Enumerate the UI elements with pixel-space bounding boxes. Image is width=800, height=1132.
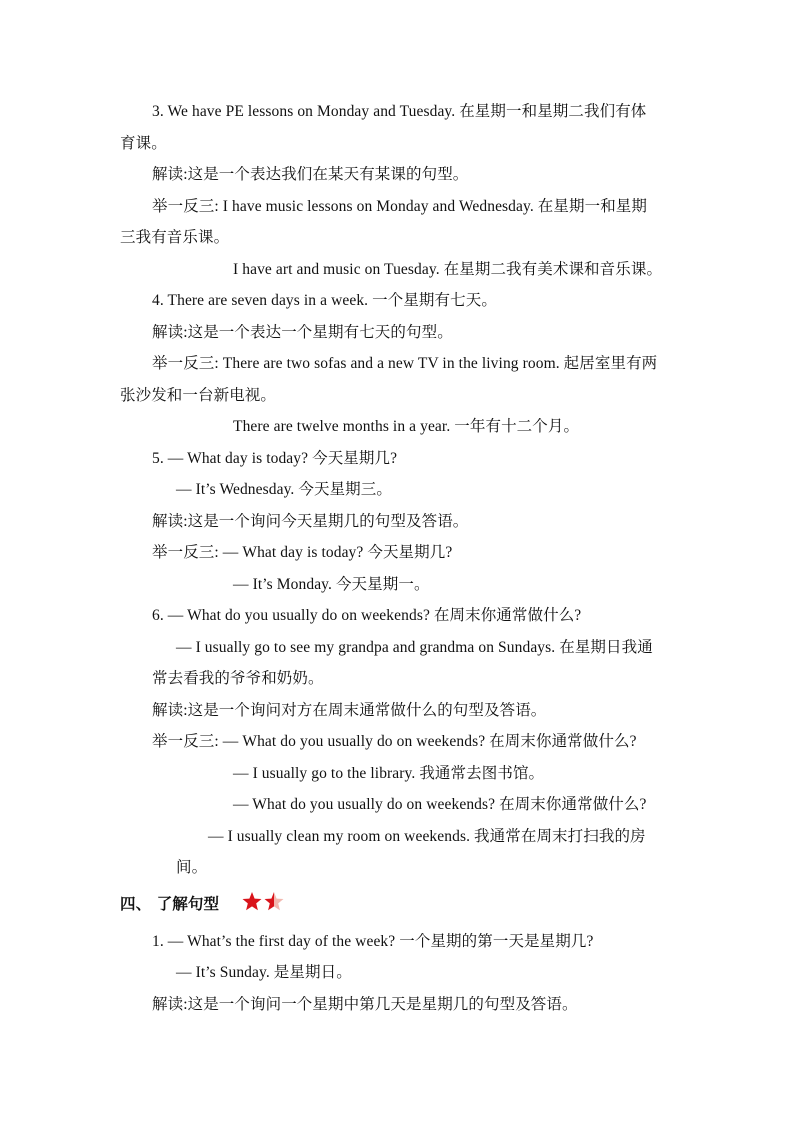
text-line: 解读:这是一个表达一个星期有七天的句型。 [152, 324, 453, 341]
text-line: — It’s Monday. 今天星期一。 [233, 576, 430, 593]
text-line: 常去看我的爷爷和奶奶。 [152, 670, 324, 687]
text-line: 解读:这是一个表达我们在某天有某课的句型。 [152, 166, 469, 183]
text-line: 6. — What do you usually do on weekends? 在周末你通常做什么? [152, 607, 582, 624]
text-line: 4. There are seven days in a week. 一个星期有七天。 [152, 292, 497, 309]
text-line: — I usually go to see my grandpa and grandma on Sundays. 在星期日我通 [176, 639, 653, 656]
text-line: 举一反三: — What do you usually do on weekends? 在周末你通常做什么? [152, 733, 637, 750]
text-line: 举一反三: — What day is today? 今天星期几? [152, 544, 453, 561]
text-line: 1. — What’s the first day of the week? 一个星期的第一天是星期几? [152, 933, 594, 950]
text-line: I have art and music on Tuesday. 在星期二我有美术课和音乐课。 [233, 261, 663, 278]
text-line: — I usually go to the library. 我通常去图书馆。 [233, 765, 545, 782]
half-star-icon [265, 892, 284, 910]
text-line: — What do you usually do on weekends? 在周末你通常做什么? [233, 796, 647, 813]
text-line: — It’s Sunday. 是星期日。 [176, 964, 352, 981]
text-line: — It’s Wednesday. 今天星期三。 [176, 481, 392, 498]
full-star-icon [243, 892, 262, 910]
rating-stars [240, 890, 290, 914]
text-line: 3. We have PE lessons on Monday and Tuesday. 在星期一和星期二我们有体 [152, 103, 647, 120]
text-line: 间。 [176, 859, 208, 876]
text-line: 三我有音乐课。 [120, 229, 230, 246]
text-line: 5. — What day is today? 今天星期几? [152, 450, 398, 467]
text-line: — I usually clean my room on weekends. 我通常在周末打扫我的房 [208, 828, 646, 845]
text-line: 举一反三: There are two sofas and a new TV in the living room. 起居室里有两 [152, 355, 658, 372]
section-heading: 四、 了解句型 [120, 895, 220, 913]
text-line: There are twelve months in a year. 一年有十二个月。 [233, 418, 580, 435]
text-line: 解读:这是一个询问对方在周末通常做什么的句型及答语。 [152, 702, 547, 719]
text-line: 举一反三: I have music lessons on Monday and Wednesday. 在星期一和星期 [152, 198, 647, 215]
text-line: 育课。 [120, 135, 167, 152]
text-line: 解读:这是一个询问一个星期中第几天是星期几的句型及答语。 [152, 996, 578, 1013]
text-line: 张沙发和一台新电视。 [120, 387, 277, 404]
text-line: 解读:这是一个询问今天星期几的句型及答语。 [152, 513, 469, 530]
